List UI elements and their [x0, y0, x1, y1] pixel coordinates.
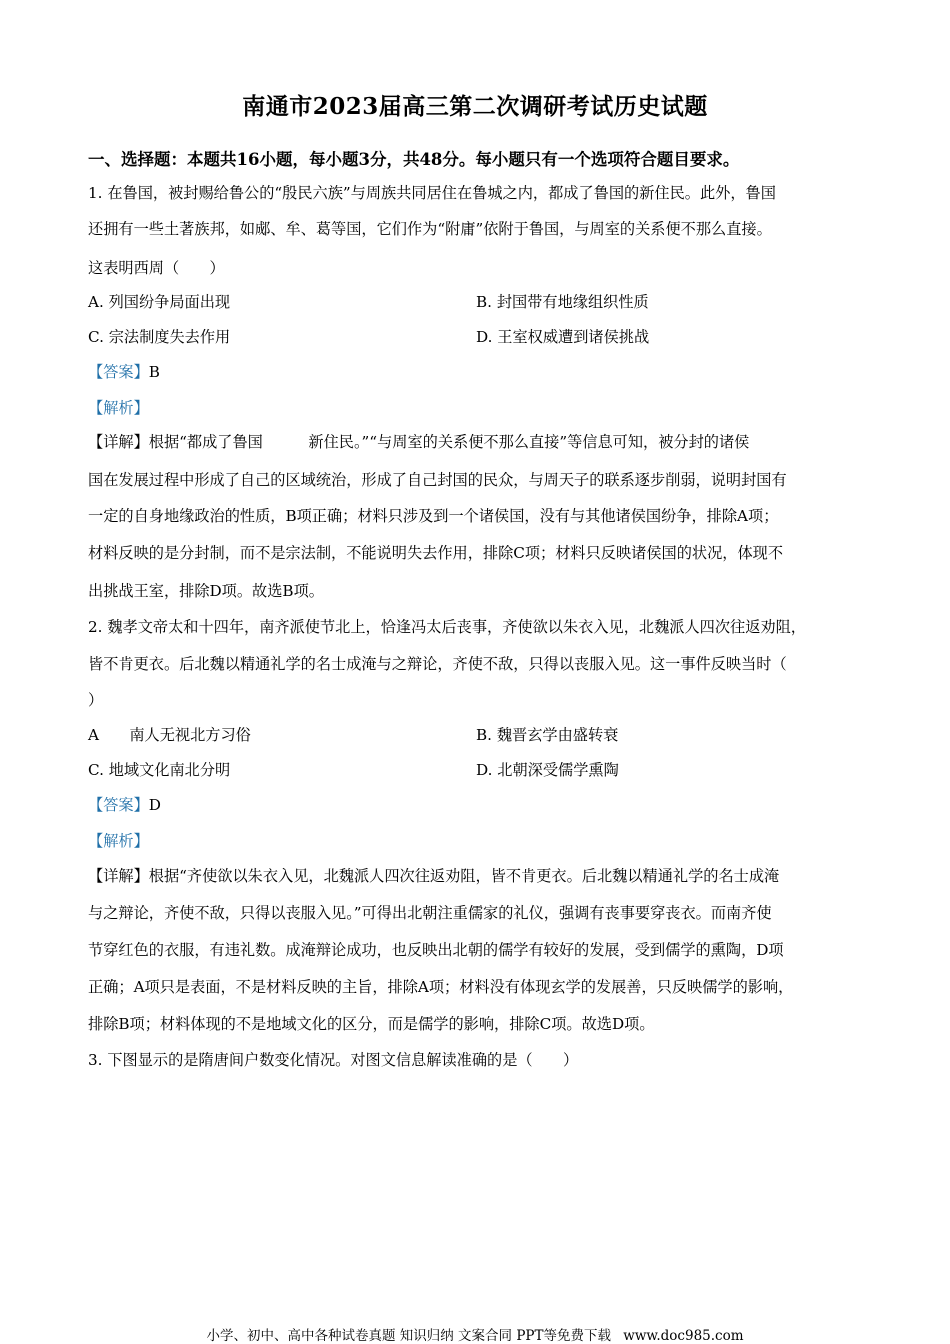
q2-option-d: D. 北朝深受儒学熏陶	[476, 761, 619, 779]
q2-detail-line-3: 节穿红色的衣服，有违礼数。成淹辩论成功，也反映出北朝的儒学有较好的发展，受到儒学的熏陶，D项	[88, 941, 784, 959]
q2-option-c: C. 地域文化南北分明	[88, 761, 231, 779]
q1-answer-value: B	[148, 363, 160, 381]
q1-stem-line-2: 还拥有一些土著族邦，如郕、牟、葛等国，它们作为“附庸”依附于鲁国，与周室的关系便不那么直接。	[88, 220, 772, 238]
q1-option-d: D. 王室权威遭到诸侯挑战	[476, 328, 650, 346]
q1-analysis-tag: 【解析】	[88, 399, 149, 417]
q2-detail-line-2: 与之辩论，齐使不敌，只得以丧服入见。”可得出北朝注重儒家的礼仪，强调有丧事要穿丧衣。而南齐使	[88, 904, 772, 922]
q3-stem: 3. 下图显示的是隋唐间户数变化情况。对图文信息解读准确的是（ ）	[88, 1051, 579, 1069]
q2-option-a: A 南人无视北方习俗	[88, 726, 251, 744]
q2-detail-tag: 【详解】	[88, 867, 149, 885]
q1-option-b: B. 封国带有地缘组织性质	[476, 293, 649, 311]
q2-stem-line-2: 皆不肯更衣。后北魏以精通礼学的名士成淹与之辩论，齐使不敌，只得以丧服入见。这一事件反映当时（	[88, 655, 787, 673]
q1-stem-line-1: 1. 在鲁国，被封赐给鲁公的“殷民六族”与周族共同居住在鲁城之内，都成了鲁国的新住民。此外，鲁国	[88, 184, 776, 202]
q2-answer-value: D	[148, 796, 161, 814]
q2-answer-tag: 【答案】	[88, 796, 149, 814]
q1-detail-line-1: 【详解】根据“都成了鲁国 新住民。”“与周室的关系便不那么直接”等信息可知，被分封的诸侯	[88, 433, 750, 451]
q1-stem-line-3: 这表明西周（ ）	[88, 259, 225, 277]
q1-detail-tag: 【详解】	[88, 433, 149, 451]
q2-option-b: B. 魏晋玄学由盛转衰	[476, 726, 619, 744]
footer-text: 小学、初中、高中各种试卷真题 知识归纳 文案合同 PPT等免费下载	[206, 1328, 611, 1344]
q1-option-c: C. 宗法制度失去作用	[88, 328, 231, 346]
page-footer	[0, 1324, 950, 1344]
q1-answer-tag: 【答案】	[88, 363, 149, 381]
q2-answer	[88, 795, 161, 815]
q2-stem-line-1: 2. 魏孝文帝太和十四年，南齐派使节北上，恰逢冯太后丧事，齐使欲以朱衣入见，北魏派人四次往返劝阻，	[88, 618, 806, 636]
q1-detail-line-5: 出挑战王室，排除D项。故选B项。	[88, 582, 324, 600]
q1-detail-line-4: 材料反映的是分封制，而不是宗法制，不能说明失去作用，排除C项；材料只反映诸侯国的状况，体现不	[88, 544, 784, 562]
q1-option-a: A. 列国纷争局面出现	[88, 293, 231, 311]
q2-stem-line-3: ）	[88, 691, 104, 709]
q1-detail-line-3: 一定的自身地缘政治的性质，B项正确；材料只涉及到一个诸侯国，没有与其他诸侯国纷争，排除A项；	[88, 507, 779, 525]
q1-detail-line-2: 国在发展过程中形成了自己的区域统治，形成了自己封国的民众，与周天子的联系逐步削弱，说明封国有	[88, 471, 787, 489]
q1-answer	[88, 362, 160, 382]
footer-url[interactable]: www.doc985.com	[623, 1328, 744, 1344]
section-heading: 一、选择题：本题共16小题，每小题3分，共48分。每小题只有一个选项符合题目要求。	[88, 150, 740, 169]
q2-detail-line-4: 正确；A项只是表面，不是材料反映的主旨，排除A项；材料没有体现玄学的发展善，只反映儒学的影响，	[88, 978, 794, 996]
q2-analysis-tag: 【解析】	[88, 832, 149, 850]
q2-detail-line-1: 【详解】根据“齐使欲以朱衣入见，北魏派人四次往返劝阻，皆不肯更衣。后北魏以精通礼学的名士成淹	[88, 867, 780, 885]
q2-detail-line-5: 排除B项；材料体现的不是地域文化的区分，而是儒学的影响，排除C项。故选D项。	[88, 1015, 655, 1033]
page-title: 南通市2023届高三第二次调研考试历史试题	[242, 93, 708, 120]
